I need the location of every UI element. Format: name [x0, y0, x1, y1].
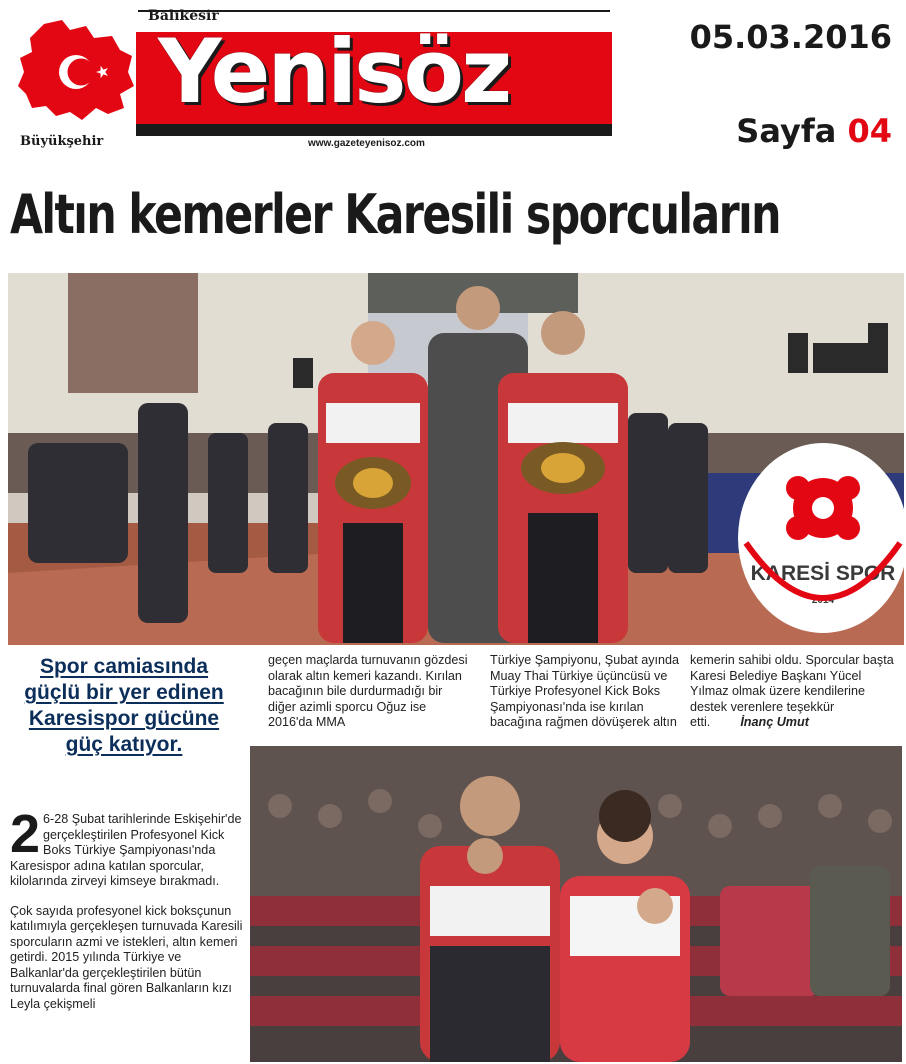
second-photo — [250, 746, 902, 1062]
body-column-1: geçen maçlarda turnuvanın gözdesi olarak altın kemeri kazandı. Kırılan bacağının bile durdurmadığı bir diğer azimli sporcu Oğuz ise 2016'da MMA — [268, 653, 468, 729]
page-label: Sayfa — [736, 112, 837, 150]
article-subhead: Spor camiasında güçlü bir yer edinen Karesispor gücüne güç katıyor. — [24, 655, 224, 756]
body-paragraph-1 — [10, 804, 246, 890]
balikesir-map-with-turkish-flag-icon — [16, 16, 136, 126]
article-headline: Altın kemerler Karesili sporcuların — [10, 183, 780, 246]
masthead-region: Balıkesir — [148, 8, 219, 24]
main-photo — [8, 273, 904, 645]
masthead-city-tag: Büyükşehir — [20, 134, 104, 149]
body-left-column — [10, 804, 246, 1026]
second-photo-illustration — [250, 746, 902, 1062]
issue-date: 05.03.2016 — [689, 18, 892, 56]
newspaper-logo: Yenisöz — [158, 20, 510, 123]
karesi-spor-logo-year: 2014 — [811, 595, 835, 606]
page-number-value: 04 — [847, 112, 892, 150]
main-photo-illustration — [8, 273, 904, 645]
body-column-3-text: kemerin sahibi oldu. Sporcular başta Karesi Belediye Başkanı Yücel Yılmaz olmak üzere kendilerine destek verenlere teşekkür etti. — [690, 653, 894, 729]
body-column-3 — [690, 653, 900, 731]
masthead — [8, 6, 606, 156]
masthead-black-band — [136, 124, 612, 136]
karesi-spor-logo-text: KARESİ SPOR — [750, 562, 896, 585]
article-byline: İnanç Umut — [740, 715, 809, 729]
masthead-website: www.gazeteyenisoz.com — [308, 138, 425, 149]
drop-cap: 2 — [10, 804, 41, 864]
body-paragraph-2: Çok sayıda profesyonel kick boksçunun katılımıyla gerçekleşen turnuvada Karesili sporcuların azmi ve istekleri, altın kemeri getirdi. 2015 yılında Türkiye ve Balkanlar'da gerçekleştirilen bütün turnuvalarda final gören Balkanların kızı Leyla çekişmeli — [10, 903, 243, 1011]
page-number — [736, 112, 892, 150]
body-column-2: Türkiye Şampiyonu, Şubat ayında Muay Thai Türkiye üçüncüsü ve Türkiye Profesyonel Kick Boks Şampiyonası'nda ise kırılan bacağına rağmen dövüşerek altın — [490, 653, 680, 729]
body-paragraph-1-text: 6-28 Şubat tarihlerinde Eskişehir'de gerçekleştirilen Profesyonel Kick Boks Türkiye Şampiyonası'nda Karesispor adına katılan sporcular, kilolarında zirveyi kimseye bırakmadı. — [10, 812, 242, 888]
